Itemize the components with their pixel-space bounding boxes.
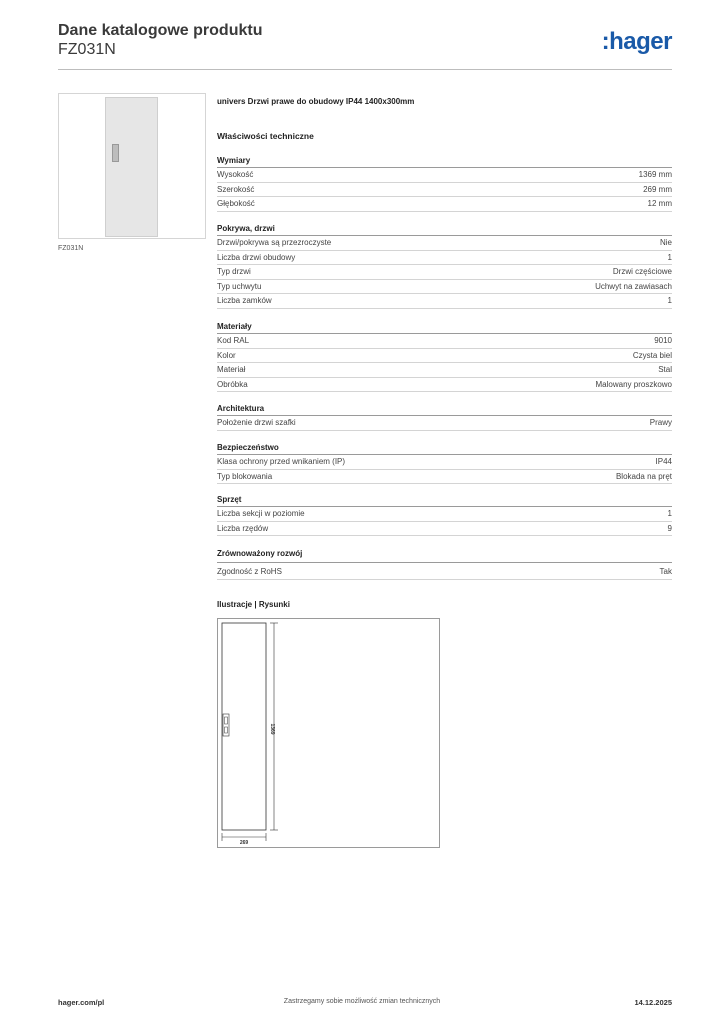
- handle-outline: [223, 714, 229, 736]
- footer-website[interactable]: hager.com/pl: [58, 998, 105, 1007]
- spec-row: [217, 236, 672, 251]
- spec-row: [217, 334, 672, 349]
- page-header: [58, 20, 672, 70]
- group-safety: [217, 443, 672, 484]
- hager-logo: :hager: [601, 28, 672, 55]
- spec-label: Obróbka: [217, 379, 248, 389]
- illustrations-title: Ilustracje | Rysunki: [217, 600, 290, 609]
- spec-label: Kod RAL: [217, 336, 250, 346]
- spec-value: 9010: [654, 336, 672, 346]
- spec-label: Szerokość: [217, 184, 255, 194]
- spec-label: Liczba zamków: [217, 296, 272, 306]
- footer-notice: Zastrzegamy sobie możliwość zmian technicznych: [283, 998, 441, 1005]
- height-label: 1369: [269, 723, 275, 735]
- spec-row: [217, 470, 672, 485]
- document-title: Dane katalogowe produktu: [58, 22, 263, 39]
- spec-row: [217, 522, 672, 537]
- product-name-block: [217, 97, 672, 106]
- spec-label: Głębokość: [217, 199, 255, 209]
- spec-value: 269 mm: [643, 184, 672, 194]
- spec-value: Czysta biel: [632, 350, 672, 360]
- spec-row: [217, 455, 672, 470]
- spec-value: 1: [667, 296, 672, 306]
- door-handle-image: [112, 144, 119, 162]
- spec-value: Uchwyt na zawiasach: [595, 281, 672, 291]
- spec-label: Klasa ochrony przed wnikaniem (IP): [217, 457, 346, 467]
- spec-label: Typ uchwytu: [217, 281, 262, 291]
- technical-drawing: [217, 618, 440, 848]
- footer-date: 14.12.2025: [634, 998, 672, 1007]
- spec-label: Typ drzwi: [217, 267, 251, 277]
- product-code: FZ031N: [58, 41, 116, 58]
- spec-label: Typ blokowania: [217, 471, 273, 481]
- group-title: Sprzęt: [217, 495, 672, 507]
- spec-row: [217, 378, 672, 393]
- spec-row: [217, 197, 672, 212]
- group-materials: [217, 322, 672, 392]
- spec-row: [217, 563, 672, 580]
- group-cover-doors: [217, 224, 672, 309]
- spec-row: [217, 349, 672, 364]
- spec-row: [217, 507, 672, 522]
- spec-value: Prawy: [649, 418, 672, 428]
- spec-value: Nie: [659, 238, 672, 248]
- spec-label: Materiał: [217, 365, 246, 375]
- spec-label: Liczba drzwi obudowy: [217, 252, 296, 262]
- spec-value: Blokada na pręt: [615, 471, 672, 481]
- spec-label: Liczba sekcji w poziomie: [217, 509, 305, 519]
- spec-label: Wysokość: [217, 170, 254, 180]
- product-thumbnail: [58, 93, 206, 239]
- spec-value: 9: [667, 523, 672, 533]
- tech-properties-title: Właściwości techniczne: [217, 131, 314, 141]
- group-sustainability: [217, 549, 672, 580]
- spec-value: Tak: [659, 566, 672, 576]
- thumbnail-caption: FZ031N: [58, 245, 84, 252]
- spec-value: Malowany proszkowo: [595, 379, 672, 389]
- spec-row: [217, 183, 672, 198]
- group-architecture: [217, 404, 672, 431]
- spec-label: Liczba rzędów: [217, 523, 269, 533]
- group-hardware: [217, 495, 672, 536]
- spec-row: [217, 251, 672, 266]
- spec-row: [217, 265, 672, 280]
- spec-row: [217, 363, 672, 378]
- spec-value: 1: [667, 509, 672, 519]
- spec-row: [217, 294, 672, 309]
- group-title: Wymiary: [217, 156, 672, 168]
- spec-value: 12 mm: [647, 199, 672, 209]
- group-title: Bezpieczeństwo: [217, 443, 672, 455]
- spec-label: Zgodność z RoHS: [217, 566, 282, 576]
- spec-row: [217, 168, 672, 183]
- spec-label: Kolor: [217, 350, 236, 360]
- spec-label: Położenie drzwi szafki: [217, 418, 296, 428]
- group-title: Zrównoważony rozwój: [217, 549, 672, 563]
- width-label: 269: [239, 840, 249, 846]
- group-title: Materiały: [217, 322, 672, 334]
- product-name: univers Drzwi prawe do obudowy IP44 1400x300mm: [217, 97, 415, 106]
- door-image: [105, 97, 158, 237]
- spec-value: Stal: [658, 365, 672, 375]
- spec-row: [217, 280, 672, 295]
- spec-value: 1: [667, 252, 672, 262]
- door-drawing: [218, 619, 441, 849]
- group-title: Architektura: [217, 404, 672, 416]
- spec-row: [217, 416, 672, 431]
- group-dimensions: [217, 156, 672, 212]
- spec-value: 1369 mm: [638, 170, 672, 180]
- spec-value: Drzwi częściowe: [612, 267, 672, 277]
- spec-value: IP44: [655, 457, 672, 467]
- group-title: Pokrywa, drzwi: [217, 224, 672, 236]
- spec-label: Drzwi/pokrywa są przezroczyste: [217, 238, 332, 248]
